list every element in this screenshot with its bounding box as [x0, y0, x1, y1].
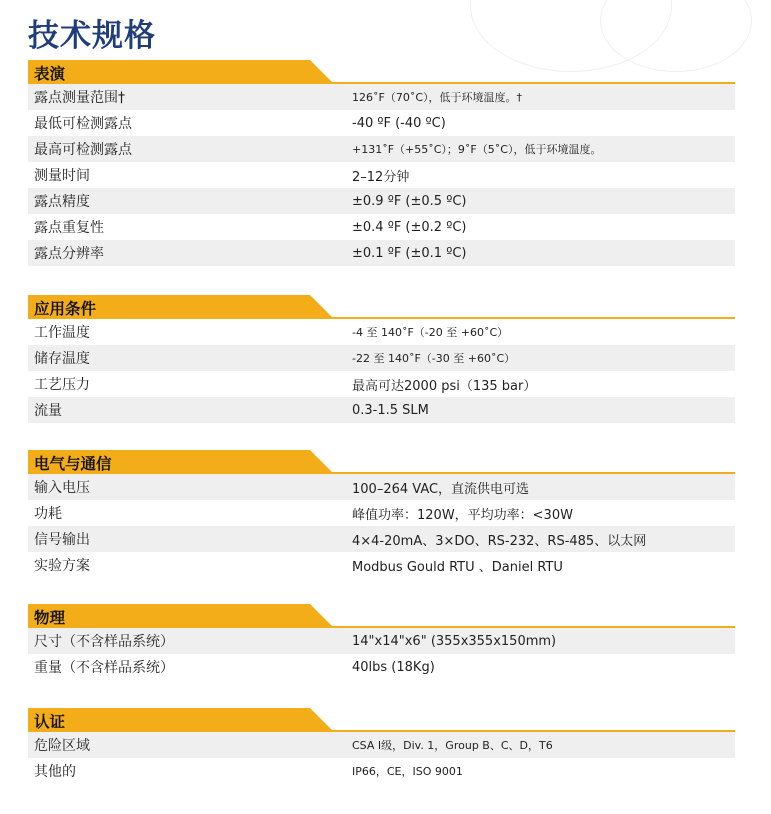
- page-title: 技术规格: [28, 18, 156, 54]
- spec-label: 其他的: [34, 764, 76, 780]
- spec-value: ±0.4 ºF (±0.2 ºC): [352, 219, 467, 235]
- spec-label: 最低可检测露点: [34, 116, 132, 132]
- spec-value: IP66，CE，ISO 9001: [352, 765, 463, 778]
- spec-label: 最高可检测露点: [34, 142, 132, 158]
- spec-value: 峰值功率：120W，平均功率：<30W: [352, 507, 573, 523]
- section-title: 电气与通信: [34, 455, 112, 473]
- spec-label: 储存温度: [34, 351, 90, 367]
- spec-label: 信号输出: [34, 532, 90, 548]
- spec-row: [28, 397, 735, 423]
- spec-value: 4×4-20mA、3×DO、RS-232、RS-485、以太网: [352, 533, 647, 549]
- section-header-rule: [28, 626, 735, 628]
- spec-value: -40 ºF (-40 ºC): [352, 115, 446, 131]
- spec-label: 露点精度: [34, 194, 90, 210]
- section-header: [28, 60, 735, 84]
- section-physical: [28, 604, 735, 680]
- spec-label: 测量时间: [34, 168, 90, 184]
- spec-value: 2–12分钟: [352, 169, 410, 185]
- spec-label: 尺寸（不含样品系统）: [34, 634, 174, 650]
- section-header-tab: [28, 60, 358, 84]
- spec-row: [28, 732, 735, 758]
- spec-value: -4 至 140˚F（-20 至 +60˚C）: [352, 326, 509, 339]
- section-header-rule: [28, 472, 735, 474]
- section-header: [28, 604, 735, 628]
- spec-value: -22 至 140˚F（-30 至 +60˚C）: [352, 352, 516, 365]
- spec-row: [28, 654, 735, 680]
- spec-row: [28, 214, 735, 240]
- spec-row: [28, 240, 735, 266]
- spec-value: 100–264 VAC，直流供电可选: [352, 481, 530, 497]
- spec-row: [28, 136, 735, 162]
- spec-row: [28, 188, 735, 214]
- spec-label: 露点分辨率: [34, 246, 104, 262]
- section-certification: [28, 708, 735, 784]
- spec-row: [28, 319, 735, 345]
- spec-label: 工作温度: [34, 325, 90, 341]
- spec-value: 14"x14"x6" (355x355x150mm): [352, 633, 557, 649]
- spec-value: Modbus Gould RTU 、Daniel RTU: [352, 559, 563, 575]
- spec-label: 工艺压力: [34, 377, 90, 393]
- spec-row: [28, 110, 735, 136]
- spec-value: 0.3-1.5 SLM: [352, 402, 429, 418]
- spec-row: [28, 500, 735, 526]
- spec-label: 危险区域: [34, 738, 90, 754]
- section-application-conditions: [28, 295, 735, 423]
- spec-row: [28, 474, 735, 500]
- section-title: 认证: [34, 713, 66, 731]
- spec-label: 露点重复性: [34, 220, 104, 236]
- spec-label: 功耗: [34, 506, 62, 522]
- spec-label: 露点测量范围†: [34, 90, 125, 106]
- spec-row: [28, 552, 735, 578]
- section-title: 应用条件: [34, 300, 97, 318]
- spec-value: 40lbs (18Kg): [352, 659, 435, 675]
- section-header: [28, 708, 735, 732]
- spec-value: +131˚F（+55˚C）；9˚F（5˚C），低于环境温度。: [352, 143, 602, 156]
- section-title: 物理: [34, 609, 66, 627]
- spec-value: 126˚F（70˚C），低于环境温度。†: [352, 91, 522, 104]
- section-electrical-communication: [28, 450, 735, 578]
- spec-label: 重量（不含样品系统）: [34, 660, 174, 676]
- spec-row: [28, 371, 735, 397]
- spec-value: ±0.9 ºF (±0.5 ºC): [352, 193, 467, 209]
- spec-label: 实验方案: [34, 558, 90, 574]
- spec-row: [28, 84, 735, 110]
- spec-label: 流量: [34, 403, 62, 419]
- section-title: 表演: [34, 65, 66, 83]
- spec-value: CSA I级，Div. 1，Group B、C、D，T6: [352, 739, 553, 752]
- spec-value: 最高可达2000 psi（135 bar）: [352, 378, 537, 394]
- section-header-tab: [28, 604, 358, 628]
- spec-row: [28, 758, 735, 784]
- spec-row: [28, 345, 735, 371]
- spec-label: 输入电压: [34, 480, 90, 496]
- section-header-tab: [28, 708, 358, 732]
- spec-row: [28, 628, 735, 654]
- section-header-rule: [28, 730, 735, 732]
- spec-row: [28, 162, 735, 188]
- spec-row: [28, 526, 735, 552]
- section-header-rule: [28, 317, 735, 319]
- section-header: [28, 295, 735, 319]
- section-header: [28, 450, 735, 474]
- spec-value: ±0.1 ºF (±0.1 ºC): [352, 245, 467, 261]
- section-performance: [28, 60, 735, 266]
- section-header-rule: [28, 82, 735, 84]
